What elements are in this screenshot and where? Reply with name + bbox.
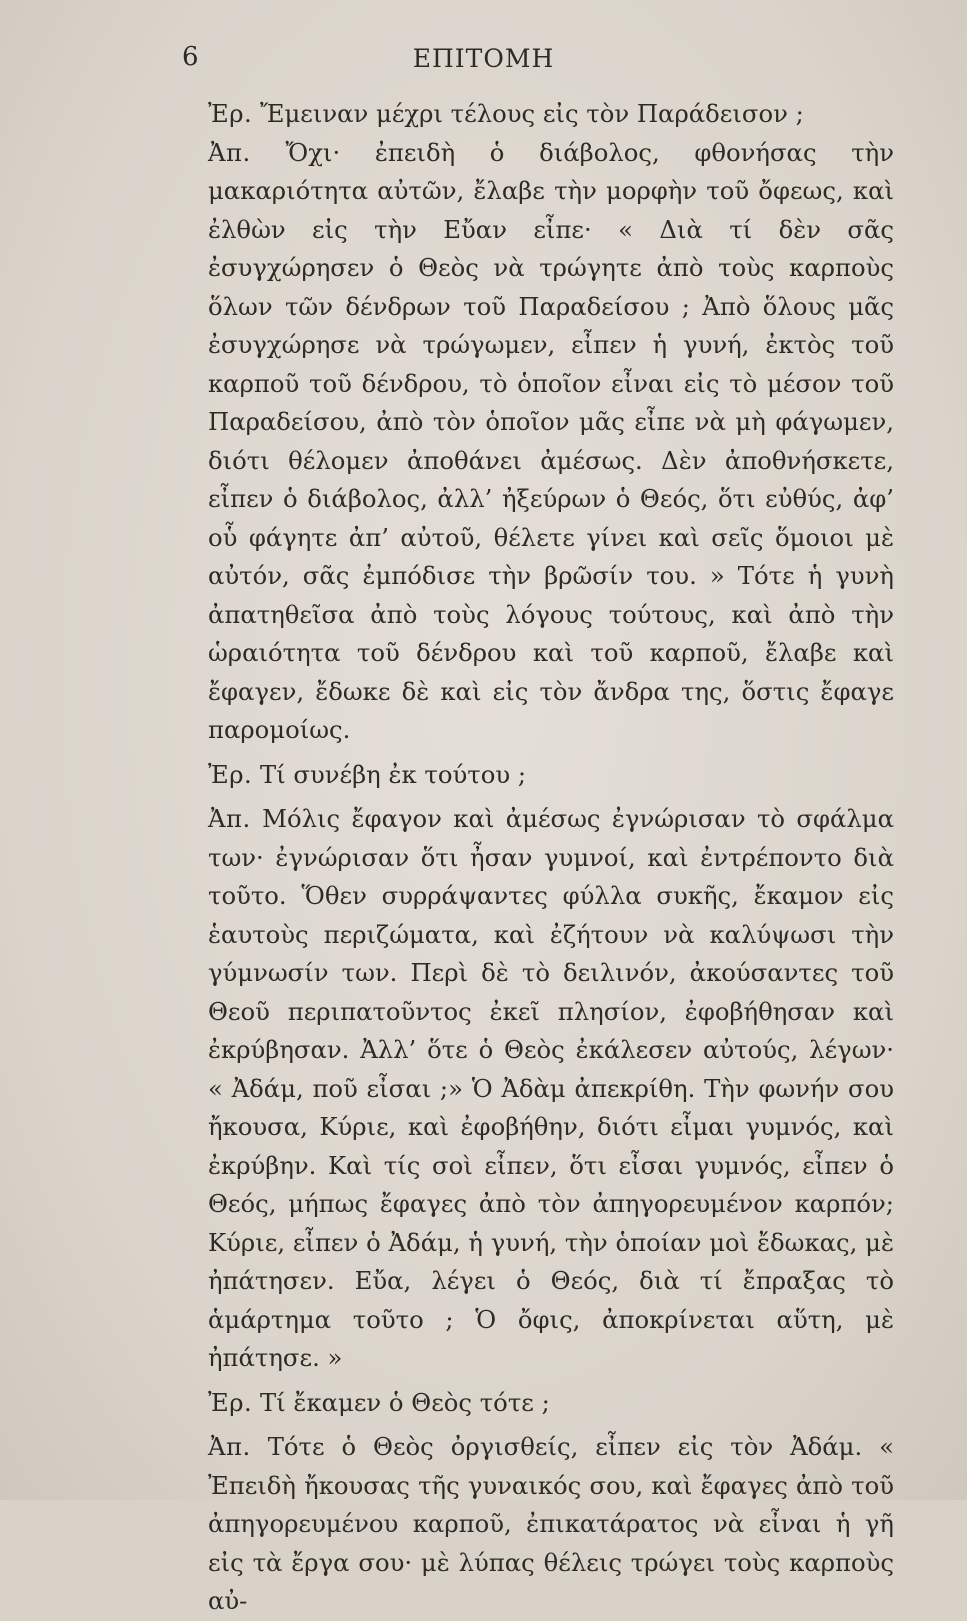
paragraph-answer: [160, 1428, 894, 1621]
speaker-label: Ἐρ.: [208, 759, 253, 789]
text-body: [160, 95, 894, 1621]
speaker-label: Ἀπ.: [208, 804, 251, 833]
paragraph-text: Ἔμειναν μέχρι τέλους εἰς τὸν Παράδεισον ;: [259, 99, 804, 128]
page-header: [0, 42, 967, 82]
paragraph-question: [160, 95, 894, 134]
running-title: ΕΠΙΤΟΜΗ: [412, 44, 555, 73]
paragraph-question: [160, 1384, 894, 1423]
paragraph-question: [160, 756, 894, 795]
paragraph-text: Τί ἔκαμεν ὁ Θεὸς τότε ;: [259, 1387, 550, 1417]
speaker-label: Ἀπ.: [208, 137, 251, 167]
page-number: 6: [182, 42, 199, 72]
speaker-label: Ἐρ.: [208, 1387, 253, 1417]
paragraph-text: Τί συνέβη ἐκ τούτου ;: [259, 759, 527, 789]
paragraph-text: Ὄχι· ἐπειδὴ ὁ διάβολος, φθονήσας τὴν μακαριότητα αὐτῶν, ἔλαβε τὴν μορφὴν τοῦ ὄφεως, καὶ ἐλθὼν εἰς τὴν Εὔαν εἶπε· « Διὰ τί δὲν σᾶς ἐσυγχώρησεν ὁ Θεὸς νὰ τρώγητε ἀπὸ τοὺς καρποὺς ὅλων τῶν δένδρων τοῦ Παραδείσου ; Ἀπὸ ὅλους μᾶς ἐσυγχώρησε νὰ τρώγωμεν, εἶπεν ἡ γυνή, ἐκτὸς τοῦ καρποῦ τοῦ δένδρου, τὸ ὁποῖον εἶναι εἰς τὸ μέσον τοῦ Παραδείσου, ἀπὸ τὸν ὁποῖον μᾶς εἶπε νὰ μὴ φάγωμεν, διότι θέλομεν ἀποθάνει ἀμέσως. Δὲν ἀποθνήσκετε, εἶπεν ὁ διάβολος, ἀλλ’ ἠξεύρων ὁ Θεός, ὅτι εὐθύς, ἀφ’ οὗ φάγητε ἀπ’ αὐτοῦ, θέλετε γίνει καὶ σεῖς ὅμοιοι μὲ αὐτόν, σᾶς ἐμπόδισε τὴν βρῶσίν του. » Τότε ἡ γυνὴ ἀπατηθεῖσα ἀπὸ τοὺς λόγους τούτους, καὶ ἀπὸ τὴν ὡραιότητα τοῦ δένδρου καὶ τοῦ καρποῦ, ἔλαβε καὶ ἔφαγεν, ἔδωκε δὲ καὶ εἰς τὸν ἄνδρα της, ὅστις ἔφαγε παρομοίως.: [208, 137, 894, 744]
paragraph-text: Τότε ὁ Θεὸς ὀργισθείς, εἶπεν εἰς τὸν Ἀδάμ. « Ἐπειδὴ ἤκουσας τῆς γυναικός σου, καὶ ἔφαγες ἀπὸ τοῦ ἀπηγορευμένου καρποῦ, ἐπικατάρατος νὰ εἶναι ἡ γῆ εἰς τὰ ἔργα σου· μὲ λύπας θέλεις τρώγει τοὺς καρποὺς αὐ-: [208, 1432, 894, 1615]
paragraph-answer: [160, 134, 894, 750]
paragraph-answer: [160, 800, 894, 1378]
speaker-label: Ἀπ.: [208, 1432, 251, 1461]
speaker-label: Ἐρ.: [208, 99, 253, 128]
paragraph-text: Μόλις ἔφαγον καὶ ἀμέσως ἐγνώρισαν τὸ σφάλμα των· ἐγνώρισαν ὅτι ἦσαν γυμνοί, καὶ ἐντρέποντο διὰ τοῦτο. Ὅθεν συρράψαντες φύλλα συκῆς, ἔκαμον εἰς ἑαυτοὺς περιζώματα, καὶ ἐζήτουν νὰ καλύψωσι τὴν γύμνωσίν των. Περὶ δὲ τὸ δειλινόν, ἀκούσαντες τοῦ Θεοῦ περιπατοῦντος ἐκεῖ πλησίον, ἐφοβήθησαν καὶ ἐκρύβησαν. Ἀλλ’ ὅτε ὁ Θεὸς ἐκάλεσεν αὐτούς, λέγων· « Ἀδάμ, ποῦ εἶσαι ;» Ὁ Ἀδὰμ ἀπεκρίθη. Τὴν φωνήν σου ἤκουσα, Κύριε, καὶ ἐφοβήθην, διότι εἶμαι γυμνός, καὶ ἐκρύβην. Καὶ τίς σοὶ εἶπεν, ὅτι εἶσαι γυμνός, εἶπεν ὁ Θεός, μήπως ἔφαγες ἀπὸ τὸν ἀπηγορευμένον καρπόν; Κύριε, εἶπεν ὁ Ἀδάμ, ἡ γυνή, τὴν ὁποίαν μοὶ ἔδωκας, μὲ ἠπάτησεν. Εὔα, λέγει ὁ Θεός, διὰ τί ἔπραξας τὸ ἁμάρτημα τοῦτο ; Ὁ ὄφις, ἀποκρίνεται αὕτη, μὲ ἠπάτησε. »: [208, 804, 894, 1372]
